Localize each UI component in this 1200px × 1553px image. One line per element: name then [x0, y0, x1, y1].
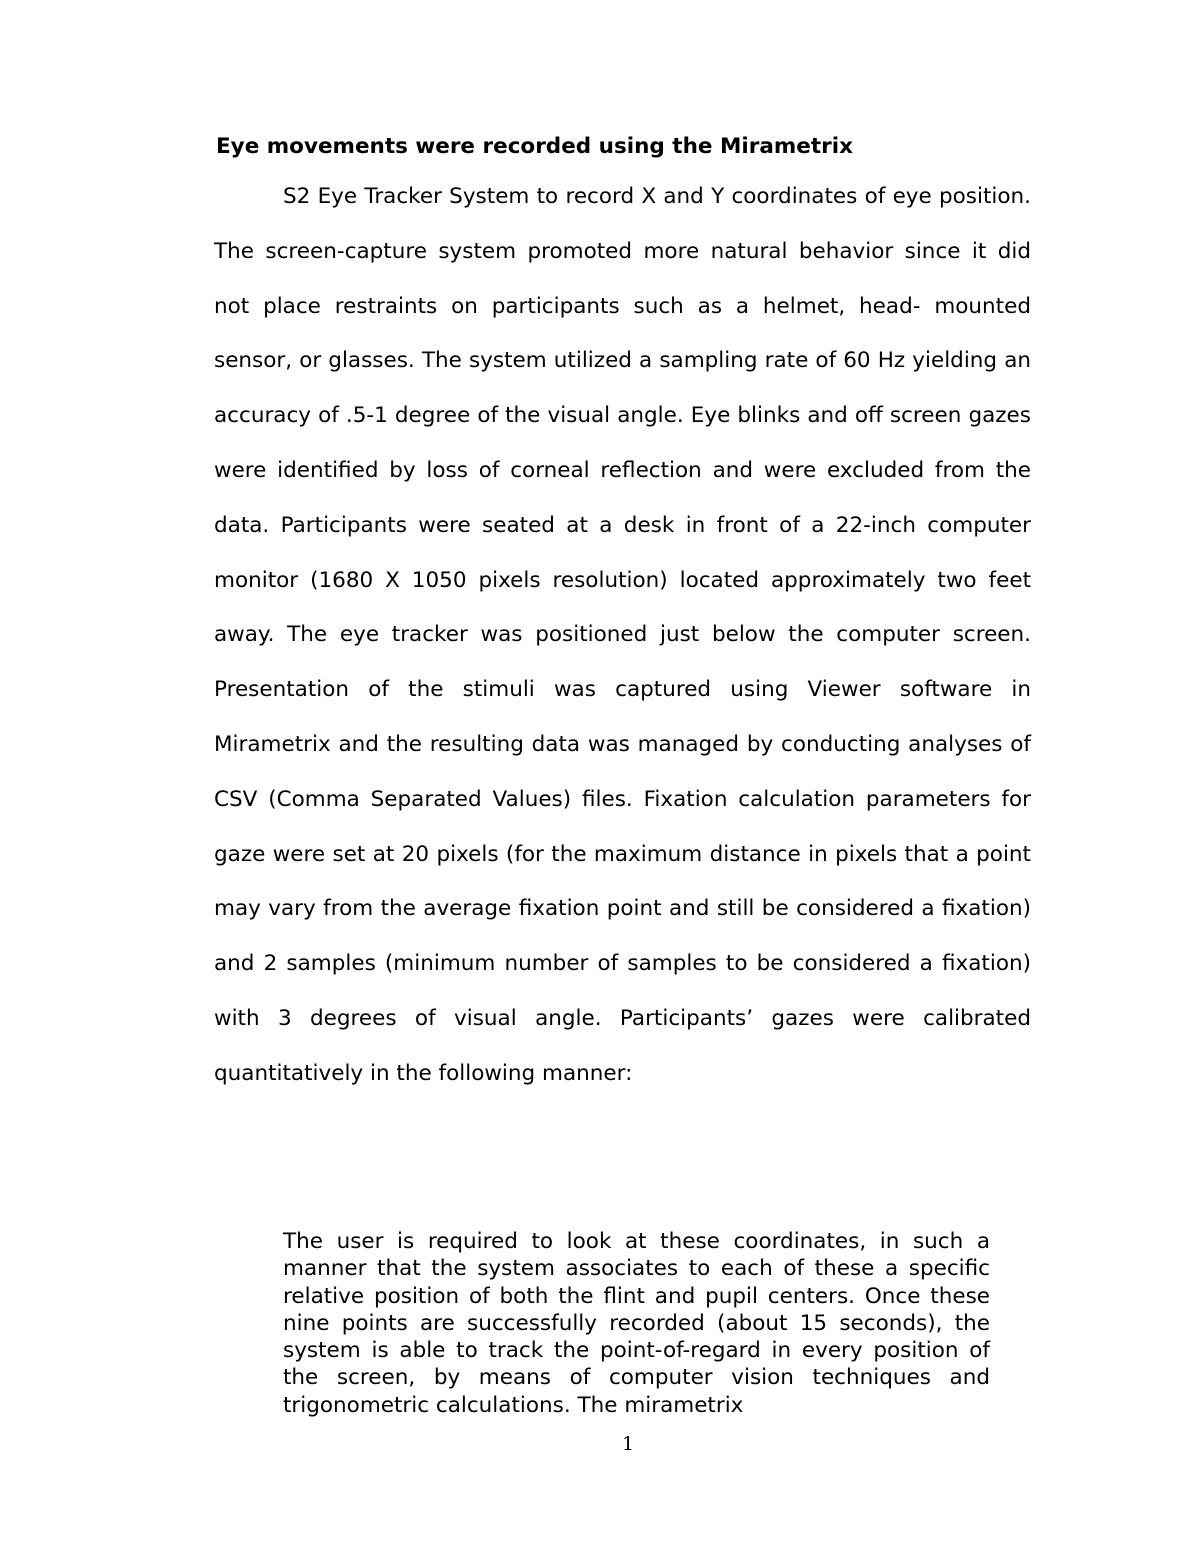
page-number: 1 — [621, 1433, 635, 1455]
section-heading: Eye movements were recorded using the Mirametrix — [216, 134, 853, 159]
body-paragraph: S2 Eye Tracker System to record X and Y coordinates of eye position. The screen-capture system promoted more natural behavior since it did not place restraints on participants such as a helmet, head- mounted sensor, or glasses. The system utilized a sampling rate of 60 Hz yielding an accuracy of .5-1 degree of the visual angle. Eye blinks and off screen gazes were identified by loss of corneal reflection and were excluded from the data. Participants were seated at a desk in front of a 22-inch computer monitor (1680 X 1050 pixels resolution) located approximately two feet away. The eye tracker was positioned just below the computer screen. Presentation of the stimuli was captured using Viewer software in Mirametrix and the resulting data was managed by conducting analyses of CSV (Comma Separated Values) files. Fixation calculation parameters for gaze were set at 20 pixels (for the maximum distance in pixels that a point may vary from the average fixation point and still be considered a fixation) and 2 samples (minimum number of samples to be considered a fixation) with 3 degrees of visual angle. Participants’ gazes were calibrated quantitatively in the following manner: — [214, 184, 1031, 1086]
block-quote: The user is required to look at these coordinates, in such a manner that the system associates to each of these a specific relative position of both the flint and pupil centers. Once these nine points are successfully recorded (about 15 seconds), the system is able to track the point-of-regard in every position of the screen, by means of computer vision techniques and trigonometric calculations. The mirametrix — [283, 1229, 990, 1418]
